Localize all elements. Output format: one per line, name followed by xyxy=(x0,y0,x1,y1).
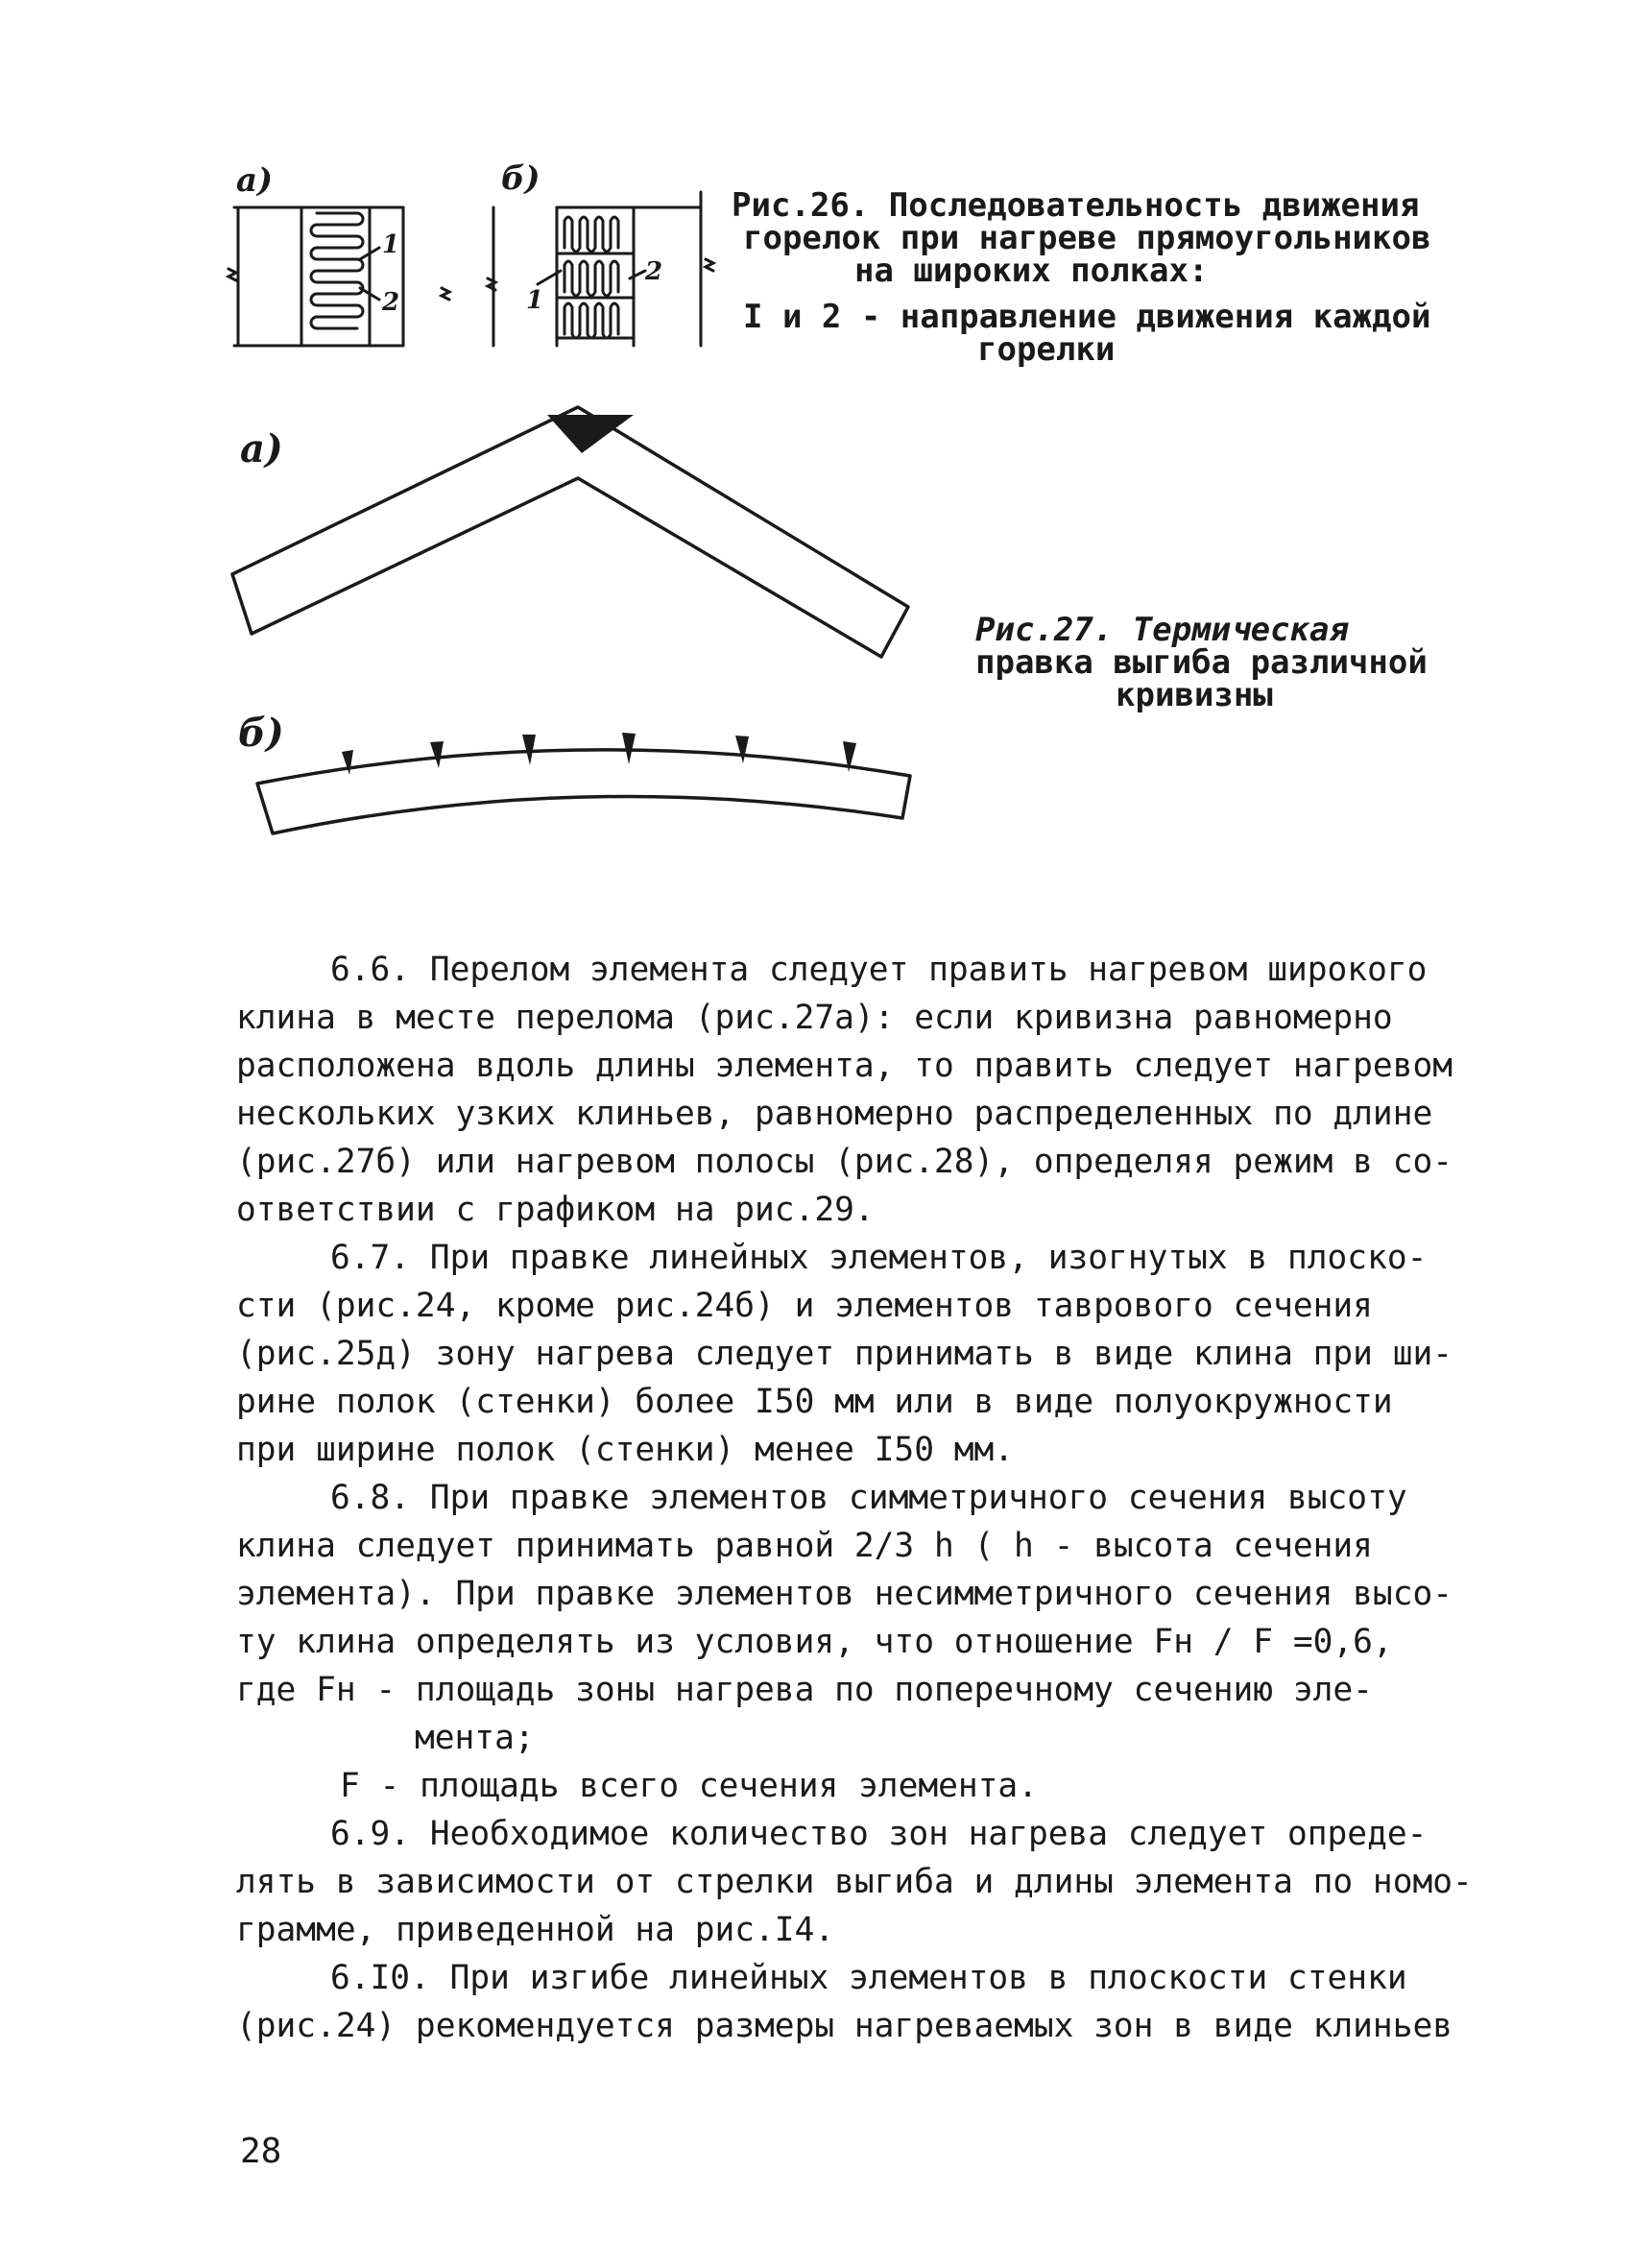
text-line: при ширине полок (стенки) менее I50 мм. xyxy=(236,1431,1015,1469)
text-line: 6.9. Необходимое количество зон нагрева следует опреде- xyxy=(330,1815,1428,1853)
text-line: рине полок (стенки) более I50 мм или в виде полуокружности xyxy=(236,1383,1393,1421)
text-line: F - площадь всего сечения элемента. xyxy=(340,1767,1038,1805)
text-line: грамме, приведенной на рис.I4. xyxy=(236,1911,835,1949)
text-line: расположена вдоль длины элемента, то править следует нагревом xyxy=(236,1047,1453,1085)
text-line: 6.8. При правке элементов симметричного сечения высоту xyxy=(330,1479,1407,1517)
text-line: (рис.25д) зону нагрева следует принимать в виде клина при ши- xyxy=(236,1335,1453,1373)
text-line: 6.6. Перелом элемента следует править нагревом широкого xyxy=(330,951,1428,989)
text-line: элемента). При правке элементов несимметричного сечения высо- xyxy=(236,1575,1453,1613)
text-line: (рис.27б) или нагревом полосы (рис.28), определяя режим в со- xyxy=(236,1143,1453,1181)
fig26-caption-line: горелок при нагреве прямоугольников xyxy=(743,219,1431,257)
fig26-label-b: б) xyxy=(501,159,540,198)
text-line: лять в зависимости от стрелки выгиба и длины элемента по номо- xyxy=(236,1863,1473,1901)
fig27-caption-line: правка выгиба различной xyxy=(975,643,1428,682)
figure-26 xyxy=(0,0,1633,403)
text-line: клина в месте перелома (рис.27а): если кривизна равномерно xyxy=(236,999,1393,1037)
fig27-label-b: б) xyxy=(238,711,284,756)
text-line: мента; xyxy=(415,1719,535,1757)
text-line: клина следует принимать равной 2/3 h ( h - высота сечения xyxy=(236,1527,1373,1565)
fig26-caption-line: I и 2 - направление движения каждой xyxy=(743,298,1431,336)
fig26-caption-line: на широких полках: xyxy=(854,252,1209,290)
text-line: нескольких узких клиньев, равномерно распределенных по длине xyxy=(236,1095,1433,1133)
text-line: сти (рис.24, кроме рис.24б) и элементов таврового сечения xyxy=(236,1287,1373,1325)
fig26-label-a-2: 2 xyxy=(382,288,400,317)
text-line: 6.I0. При изгибе линейных элементов в плоскости стенки xyxy=(330,1959,1407,1997)
figure-27-drawing xyxy=(0,403,960,864)
fig26-caption-line: Рис.26. Последовательность движения xyxy=(732,186,1420,225)
fig27-caption-line: кривизны xyxy=(1116,676,1273,714)
fig26-caption-line: горелки xyxy=(977,330,1116,369)
figure-27 xyxy=(0,403,1633,864)
text-line: ответствии с графиком на рис.29. xyxy=(236,1191,875,1229)
fig27b-wedges xyxy=(342,733,856,775)
text-line: 6.7. При правке линейных элементов, изогнутых в плоско- xyxy=(330,1239,1428,1277)
fig26-label-a-1: 1 xyxy=(382,230,400,259)
body-text xyxy=(236,946,1473,2050)
fig26-label-a: а) xyxy=(236,161,274,200)
figure-26-drawing xyxy=(0,0,730,403)
fig27-caption-line: Рис.27. Термическая xyxy=(975,611,1349,649)
page-number: 28 xyxy=(240,2132,282,2171)
text-line: где Fн - площадь зоны нагрева по поперечному сечению эле- xyxy=(236,1671,1373,1709)
fig26-label-b-2: 2 xyxy=(645,257,663,286)
text-line: (рис.24) рекомендуется размеры нагреваемых зон в виде клиньев xyxy=(236,2007,1453,2045)
fig26-label-b-1: 1 xyxy=(526,286,544,315)
fig27-label-a: а) xyxy=(240,426,283,471)
text-line: ту клина определять из условия, что отношение Fн / F =0,6, xyxy=(236,1623,1393,1661)
